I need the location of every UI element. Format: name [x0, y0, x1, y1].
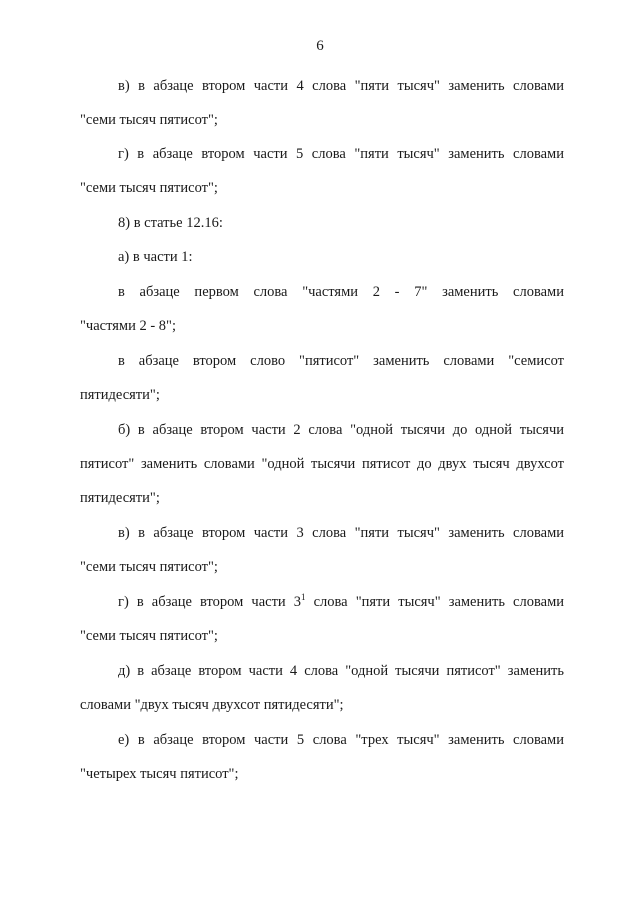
text-line: в) в абзаце втором части 3 слова "пяти тысяч" заменить словами	[118, 525, 564, 541]
text-line-superscript	[118, 593, 564, 611]
text-line: г) в абзаце втором части 5 слова "пяти тысяч" заменить словами	[118, 146, 564, 162]
text-line: б) в абзаце втором части 2 слова "одной тысячи до одной тысячи	[118, 422, 564, 438]
text-line: "семи тысяч пятисот";	[80, 559, 218, 575]
text-line: в абзаце первом слова "частями 2 - 7" заменить словами	[118, 284, 564, 300]
page-number: 6	[316, 38, 324, 54]
text-fragment: г) в абзаце втором части 3	[118, 594, 302, 610]
text-line: "семи тысяч пятисот";	[80, 112, 218, 128]
text-line: словами "двух тысяч двухсот пятидесяти";	[80, 697, 344, 713]
text-line: пятидесяти";	[80, 490, 160, 506]
text-line: д) в абзаце втором части 4 слова "одной тысячи пятисот" заменить	[118, 663, 564, 679]
text-line: пятисот" заменить словами "одной тысячи пятисот до двух тысяч двухсот	[80, 456, 564, 472]
text-line: "семи тысяч пятисот";	[80, 180, 218, 196]
text-line: в абзаце втором слово "пятисот" заменить словами "семисот	[118, 353, 564, 369]
text-line: "частями 2 - 8";	[80, 318, 176, 334]
superscript-index: 1	[301, 592, 306, 602]
text-line: "семи тысяч пятисот";	[80, 628, 218, 644]
text-line: 8) в статье 12.16:	[118, 215, 223, 231]
text-line: а) в части 1:	[118, 249, 193, 265]
text-line: в) в абзаце втором части 4 слова "пяти тысяч" заменить словами	[118, 78, 564, 94]
text-fragment: слова "пяти тысяч" заменить словами	[313, 594, 564, 610]
text-line: пятидесяти";	[80, 387, 160, 403]
text-line: е) в абзаце втором части 5 слова "трех тысяч" заменить словами	[118, 732, 564, 748]
text-line: "четырех тысяч пятисот";	[80, 766, 239, 782]
